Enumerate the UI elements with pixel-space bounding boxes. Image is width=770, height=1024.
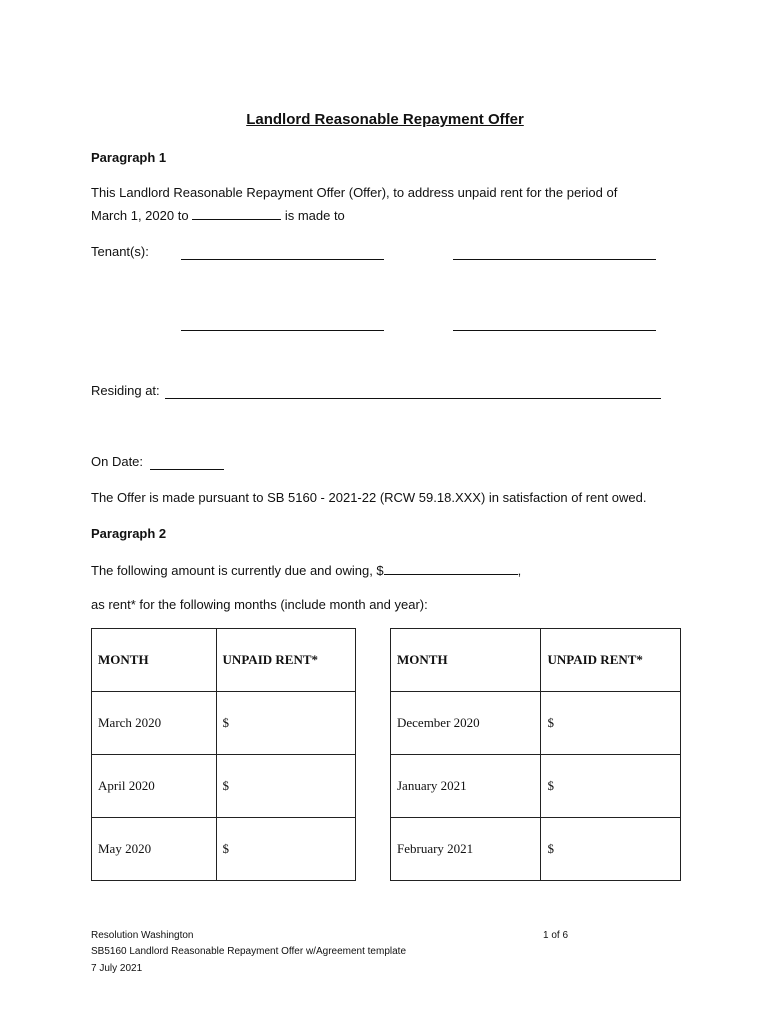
footer-doc-name: SB5160 Landlord Reasonable Repayment Offer w/Agreement template bbox=[91, 946, 407, 957]
tenant-2-blank[interactable] bbox=[453, 259, 656, 260]
month-cell: April 2020 bbox=[92, 755, 217, 818]
residing-label: Residing at: bbox=[91, 383, 160, 398]
period-prefix: March 1, 2020 to bbox=[91, 208, 189, 223]
residing-address-blank[interactable] bbox=[165, 398, 661, 399]
paragraph-2-heading: Paragraph 2 bbox=[91, 526, 167, 541]
table-row bbox=[92, 692, 356, 755]
on-date-label: On Date: bbox=[91, 454, 144, 469]
month-header: MONTH bbox=[391, 629, 541, 692]
table-row bbox=[391, 755, 681, 818]
months-intro: as rent* for the following months (include month and year): bbox=[91, 597, 428, 612]
amount-cell[interactable]: $ bbox=[216, 755, 355, 818]
amount-cell[interactable]: $ bbox=[541, 818, 681, 881]
period-line bbox=[91, 207, 345, 223]
period-end-date-blank[interactable] bbox=[192, 207, 281, 220]
on-date-blank[interactable] bbox=[150, 469, 224, 470]
footer-page-number: 1 of 6 bbox=[543, 930, 569, 941]
amount-blank[interactable] bbox=[384, 562, 518, 575]
table-header-row bbox=[391, 629, 681, 692]
offer-intro-line: This Landlord Reasonable Repayment Offer (Offer), to address unpaid rent for the period of bbox=[91, 185, 618, 200]
tenants-label: Tenant(s): bbox=[91, 244, 149, 259]
month-cell: December 2020 bbox=[391, 692, 541, 755]
amount-line bbox=[91, 562, 521, 578]
month-cell: May 2020 bbox=[92, 818, 217, 881]
unpaid-rent-header: UNPAID RENT* bbox=[216, 629, 355, 692]
amount-cell[interactable]: $ bbox=[216, 692, 355, 755]
period-suffix: is made to bbox=[284, 208, 345, 223]
amount-cell[interactable]: $ bbox=[216, 818, 355, 881]
table-row bbox=[391, 692, 681, 755]
table-row bbox=[92, 818, 356, 881]
amount-cell[interactable]: $ bbox=[541, 755, 681, 818]
month-header: MONTH bbox=[92, 629, 217, 692]
offer-statement: The Offer is made pursuant to SB 5160 - 2021-22 (RCW 59.18.XXX) in satisfaction of rent owed. bbox=[91, 490, 647, 505]
table-row bbox=[391, 818, 681, 881]
footer-date: 7 July 2021 bbox=[91, 963, 143, 974]
unpaid-rent-table-left bbox=[91, 628, 356, 881]
paragraph-1-heading: Paragraph 1 bbox=[91, 150, 167, 165]
table-row bbox=[92, 755, 356, 818]
tenant-3-blank[interactable] bbox=[181, 330, 384, 331]
document-title: Landlord Reasonable Repayment Offer bbox=[246, 111, 524, 128]
amount-suffix: , bbox=[517, 563, 522, 578]
footer-org: Resolution Washington bbox=[91, 930, 194, 941]
month-cell: February 2021 bbox=[391, 818, 541, 881]
unpaid-rent-table-right bbox=[390, 628, 681, 881]
table-header-row bbox=[92, 629, 356, 692]
month-cell: March 2020 bbox=[92, 692, 217, 755]
tenant-4-blank[interactable] bbox=[453, 330, 656, 331]
amount-prefix: The following amount is currently due and owing, $ bbox=[91, 563, 384, 578]
unpaid-rent-header: UNPAID RENT* bbox=[541, 629, 681, 692]
amount-cell[interactable]: $ bbox=[541, 692, 681, 755]
month-cell: January 2021 bbox=[391, 755, 541, 818]
tenant-1-blank[interactable] bbox=[181, 259, 384, 260]
